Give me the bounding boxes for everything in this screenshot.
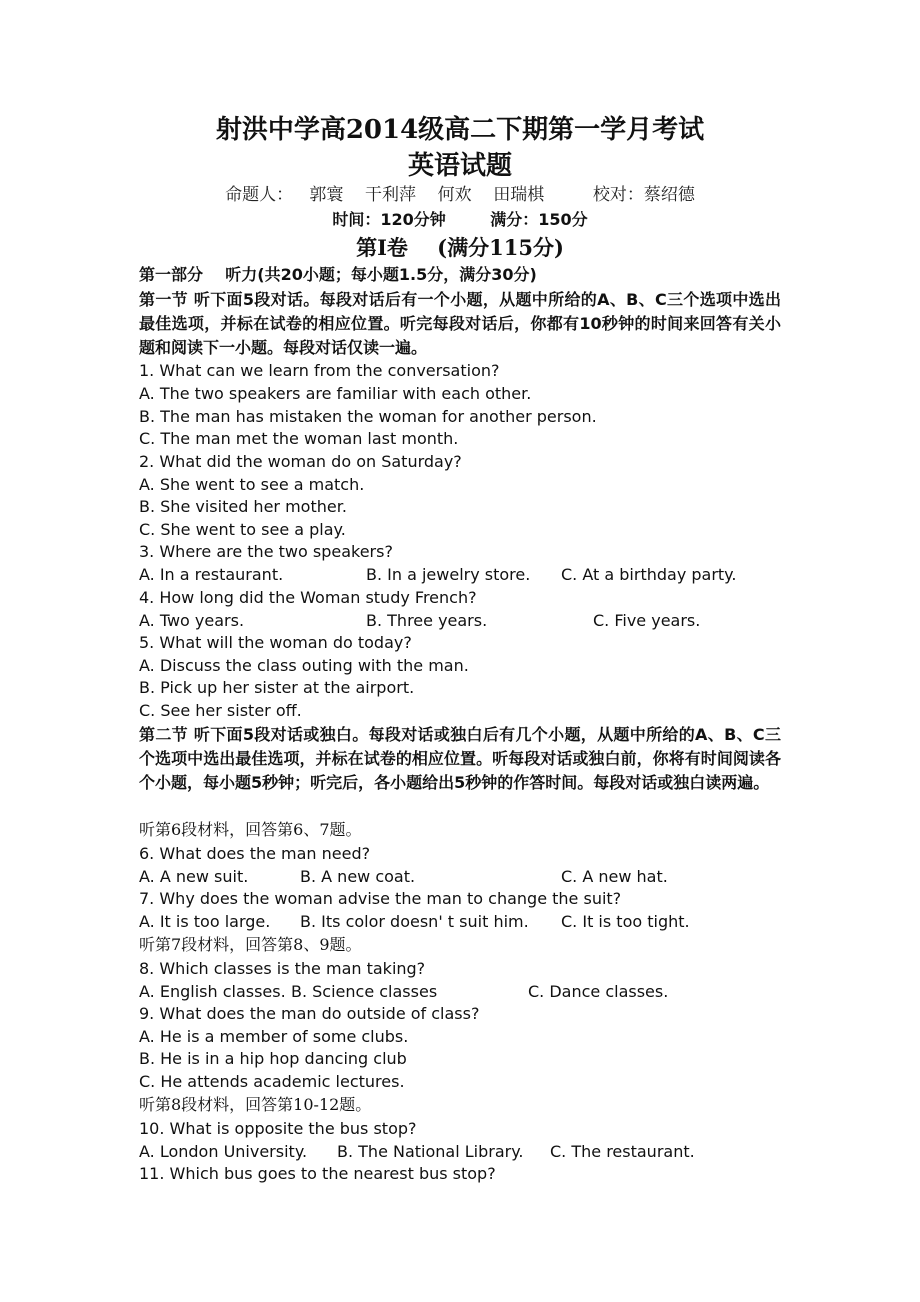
option-6b: B. A new coat.: [300, 867, 416, 886]
question-7-options: [139, 911, 781, 933]
option-1a: A. The two speakers are familiar with each other.: [139, 384, 532, 403]
question-1: 1. What can we learn from the conversation?: [139, 361, 500, 380]
option-10b: B. The National Library.: [337, 1142, 524, 1161]
question-11: 11. Which bus goes to the nearest bus stop?: [139, 1164, 496, 1183]
option-8c: C. Dance classes.: [528, 982, 669, 1001]
option-9a: A. He is a member of some clubs.: [139, 1027, 409, 1046]
option-9b: B. He is in a hip hop dancing club: [139, 1049, 407, 1068]
time-score-line: 时间：120分钟 满分：150分: [332, 210, 588, 229]
part1-heading: 第一部分 听力(共20小题；每小题1.5分，满分30分): [139, 265, 537, 284]
option-3b: B. In a jewelry store.: [366, 565, 531, 584]
option-3a: A. In a restaurant.: [139, 565, 284, 584]
question-4: 4. How long did the Woman study French?: [139, 588, 477, 607]
option-3c: C. At a birthday party.: [561, 565, 737, 584]
option-2c: C. She went to see a play.: [139, 520, 346, 539]
option-4a: A. Two years.: [139, 611, 245, 630]
question-7: 7. Why does the woman advise the man to change the suit?: [139, 889, 622, 908]
question-2: 2. What did the woman do on Saturday?: [139, 452, 462, 471]
question-3-options: [139, 564, 781, 586]
material-8-heading: 听第8段材料，回答第10-12题。: [139, 1095, 372, 1114]
question-5: 5. What will the woman do today?: [139, 633, 412, 652]
question-8: 8. Which classes is the man taking?: [139, 959, 426, 978]
option-5a: A. Discuss the class outing with the man.: [139, 656, 469, 675]
option-6c: C. A new hat.: [561, 867, 668, 886]
exam-subtitle: 英语试题: [407, 151, 512, 181]
option-9c: C. He attends academic lectures.: [139, 1072, 405, 1091]
question-8-options: [139, 981, 781, 1003]
option-2a: A. She went to see a match.: [139, 475, 365, 494]
question-6-options: [139, 866, 781, 888]
option-7c: C. It is too tight.: [561, 912, 690, 931]
option-10a: A. London University.: [139, 1142, 308, 1161]
option-5c: C. See her sister off.: [139, 701, 302, 720]
material-6-heading: 听第6段材料，回答第6、7题。: [139, 820, 362, 839]
question-10: 10. What is opposite the bus stop?: [139, 1119, 417, 1138]
option-1b: B. The man has mistaken the woman for another person.: [139, 407, 597, 426]
option-4c: C. Five years.: [593, 611, 701, 630]
question-9: 9. What does the man do outside of class?: [139, 1004, 480, 1023]
section1-instructions: 第一节 听下面5段对话。每段对话后有一个小题，从题中所给的A、B、C三个选项中选出最佳选项，并标在试卷的相应位置。听完每段对话后，你都有10秒钟的时间来回答有关小题和阅读下一小题。每段对话仅读一遍。: [139, 290, 781, 357]
option-7b: B. Its color doesn' t suit him.: [300, 912, 529, 931]
option-1c: C. The man met the woman last month.: [139, 429, 459, 448]
question-6: 6. What does the man need?: [139, 844, 371, 863]
option-8a: A. English classes.: [139, 982, 286, 1001]
option-5b: B. Pick up her sister at the airport.: [139, 678, 415, 697]
option-6a: A. A new suit.: [139, 867, 249, 886]
material-7-heading: 听第7段材料，回答第8、9题。: [139, 935, 362, 954]
option-4b: B. Three years.: [366, 611, 488, 630]
section2-instructions: 第二节 听下面5段对话或独白。每段对话或独白后有几个小题，从题中所给的A、B、C三个选项中选出最佳选项，并标在试卷的相应位置。听每段对话或独白前，你将有时间阅读各个小题，每小题5秒钟；听完后，各小题给出5秒钟的作答时间。每段对话或独白读两遍。: [139, 725, 781, 792]
option-2b: B. She visited her mother.: [139, 497, 347, 516]
question-10-options: [139, 1141, 781, 1163]
authors-line: 命题人： 郭寰 干利萍 何欢 田瑞棋 校对：蔡绍德: [225, 185, 695, 205]
volume-heading: 第I卷 (满分115分): [356, 235, 564, 260]
question-4-options: [139, 610, 781, 632]
option-10c: C. The restaurant.: [550, 1142, 695, 1161]
question-3: 3. Where are the two speakers?: [139, 542, 393, 561]
option-8b: B. Science classes: [291, 982, 438, 1001]
option-7a: A. It is too large.: [139, 912, 271, 931]
exam-title: 射洪中学高2014级高二下期第一学月考试: [215, 115, 705, 145]
